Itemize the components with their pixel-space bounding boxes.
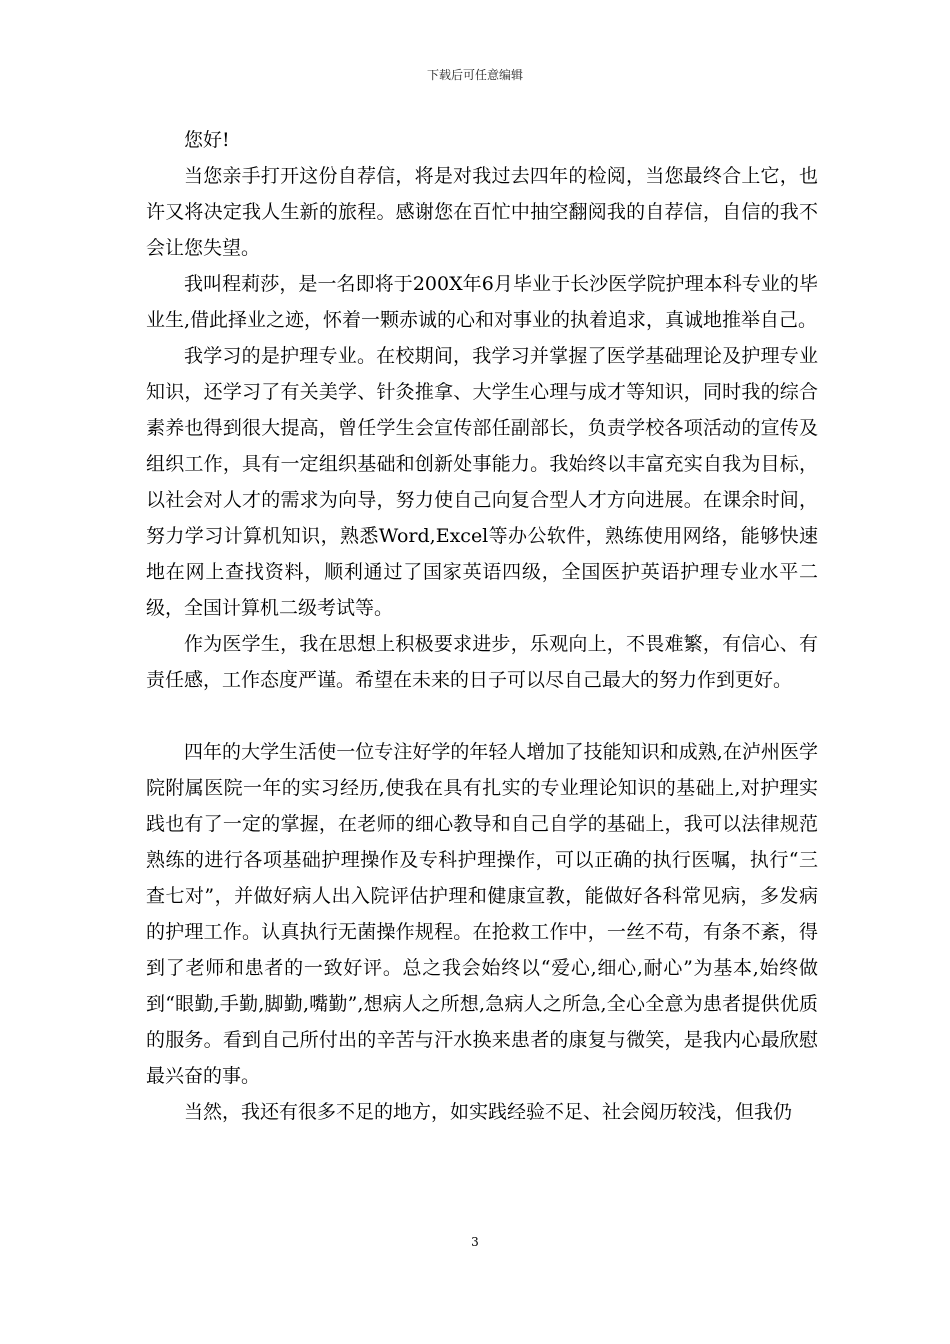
greeting-paragraph: 您好! <box>184 129 230 151</box>
page-header: 下载后可任意编辑 <box>426 68 523 82</box>
paragraph-gap <box>146 698 818 734</box>
letter-body <box>146 122 818 1130</box>
body-paragraph: 作为医学生，我在思想上积极要求进步，乐观向上，不畏难繁，有信心、有责任感，工作态度严谨。希望在未来的日子可以尽自己最大的努力作到更好。 <box>146 633 818 691</box>
body-paragraph: 四年的大学生活使一位专注好学的年轻人增加了技能知识和成熟,在泸州医学院附属医院一年的实习经历,使我在具有扎实的专业理论知识的基础上,对护理实践也有了一定的掌握，在老师的细心教导和自己自学的基础上，我可以法律规范熟练的进行各项基础护理操作及专科护理操作，可以正确的执行医嘱，执行“三查七对”，并做好病人出入院评估护理和健康宣教，能做好各科常见病，多发病的护理工作。认真执行无菌操作规程。在抢救工作中，一丝不苟，有条不紊，得到了老师和患者的一致好评。总之我会始终以“爱心,细心,耐心”为基本,始终做到“眼勤,手勤,脚勤,嘴勤”,想病人之所想,急病人之所急,全心全意为患者提供优质的服务。看到自己所付出的辛苦与汗水换来患者的康复与微笑，是我内心最欣慰最兴奋的事。 <box>146 741 818 1087</box>
body-paragraph: 当然，我还有很多不足的地方，如实践经验不足、社会阅历较浅，但我仍 <box>184 1101 793 1123</box>
body-paragraph: 我叫程莉莎，是一名即将于200X年6月毕业于长沙医学院护理本科专业的毕业生,借此择业之迹，怀着一颗赤诚的心和对事业的执着追求，真诚地推举自己。 <box>146 273 818 331</box>
body-paragraph: 当您亲手打开这份自荐信，将是对我过去四年的检阅，当您最终合上它，也许又将决定我人生新的旅程。感谢您在百忙中抽空翻阅我的自荐信，自信的我不会让您失望。 <box>146 165 818 259</box>
body-paragraph: 我学习的是护理专业。在校期间，我学习并掌握了医学基础理论及护理专业知识，还学习了有关美学、针灸推拿、大学生心理与成才等知识，同时我的综合素养也得到很大提高，曾任学生会宣传部任副部长，负责学校各项活动的宣传及组织工作，具有一定组织基础和创新处事能力。我始终以丰富充实自我为目标，以社会对人才的需求为向导，努力使自己向复合型人才方向进展。在课余时间，努力学习计算机知识，熟悉Word,Excel等办公软件，熟练使用网络，能够快速地在网上查找资料，顺利通过了国家英语四级，全国医护英语护理专业水平二级，全国计算机二级考试等。 <box>146 345 818 619</box>
page-number: 3 <box>471 1235 479 1249</box>
